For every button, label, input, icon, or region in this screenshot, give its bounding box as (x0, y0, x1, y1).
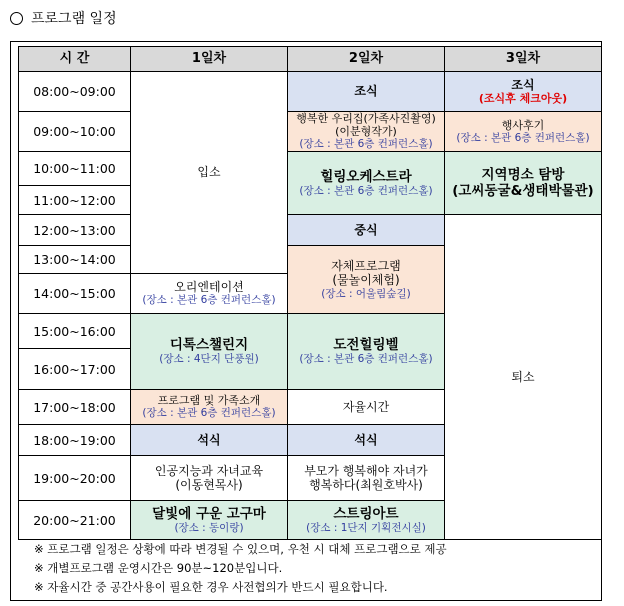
moon-location: (장소 : 동이랑) (174, 521, 244, 534)
time-slot: 16:00~17:00 (18, 348, 131, 390)
time-slot: 12:00~13:00 (18, 214, 131, 246)
self-program-location: (장소 : 어울림숲길) (321, 287, 411, 300)
day2-lunch: 중식 (287, 214, 445, 246)
photo-location: (장소 : 본관 6층 컨퍼런스홀) (299, 138, 433, 151)
photo-artist: (이분형작가) (335, 125, 397, 139)
time-slot: 13:00~14:00 (18, 245, 131, 274)
time-slot: 10:00~11:00 (18, 151, 131, 186)
day1-family-intro (130, 389, 288, 425)
challenge-title: 도전힐링벨 (333, 337, 399, 354)
day1-detox-challenge (130, 313, 288, 390)
day3-event-review (444, 111, 602, 152)
family-intro-location: (장소 : 본관 6층 컨퍼런스홀) (142, 407, 276, 420)
day2-self-program (287, 245, 445, 314)
event-review-location: (장소 : 본관 6층 컨퍼런스홀) (456, 131, 590, 144)
parents-line2: 행복하다(최원호박사) (309, 478, 423, 492)
day2-string-art (287, 500, 445, 540)
detox-title: 디톡스챌린지 (169, 337, 249, 354)
time-slot: 18:00~19:00 (18, 424, 131, 456)
time-slot: 08:00~09:00 (18, 71, 131, 112)
checkout-note: (조식후 체크아웃) (478, 92, 568, 106)
time-slot: 15:00~16:00 (18, 313, 131, 349)
time-slot: 09:00~10:00 (18, 111, 131, 152)
detox-location: (장소 : 4단지 단풍원) (159, 353, 259, 366)
time-slot: 14:00~15:00 (18, 273, 131, 314)
day2-free-time: 자율시간 (287, 389, 445, 425)
day2-family-photo (287, 111, 445, 152)
self-program-title: 자체프로그램 (331, 258, 401, 273)
day1-moonlight-sweet-potato (130, 500, 288, 540)
string-art-title: 스트링아트 (333, 505, 399, 522)
ai-parenting-speaker: (이동현목사) (175, 478, 243, 492)
time-slot: 20:00~21:00 (18, 500, 131, 540)
event-review-title: 행사후기 (501, 118, 545, 132)
circle-bullet-icon (10, 12, 23, 25)
string-art-location: (장소 : 1단지 기획전시실) (306, 521, 426, 534)
header-time: 시 간 (18, 46, 131, 72)
healing-title: 힐링오케스트라 (320, 168, 412, 185)
day3-breakfast-title: 조식 (511, 77, 535, 92)
tour-title: 지역명소 탐방 (481, 166, 565, 183)
day2-breakfast: 조식 (287, 71, 445, 112)
day2-parents-lecture (287, 455, 445, 501)
parents-line1: 부모가 행복해야 자녀가 (304, 463, 428, 478)
day1-checkin: 입소 (130, 71, 288, 274)
ai-parenting-title: 인공지능과 자녀교육 (154, 463, 264, 478)
day3-local-tour (444, 151, 602, 215)
schedule-heading (10, 8, 117, 28)
day3-breakfast (444, 71, 602, 112)
tour-sub: (고씨동굴&생태박물관) (452, 183, 594, 199)
orientation-location: (장소 : 본관 6층 컨퍼런스홀) (142, 294, 276, 307)
family-intro-title: 프로그램 및 가족소개 (157, 394, 261, 408)
day2-dinner: 석식 (287, 424, 445, 456)
time-slot: 19:00~20:00 (18, 455, 131, 501)
note-1: ※ 프로그램 일정은 상황에 따라 변경될 수 있으며, 우천 시 대체 프로그램으로 제공 (34, 542, 447, 556)
heading-text: 프로그램 일정 (31, 11, 117, 27)
time-slot: 11:00~12:00 (18, 185, 131, 215)
challenge-location: (장소 : 본관 6층 컨퍼런스홀) (299, 353, 433, 366)
day1-dinner: 석식 (130, 424, 288, 456)
photo-title: 행복한 우리집(가족사진촬영) (296, 112, 436, 126)
day2-healing-orchestra (287, 151, 445, 215)
day1-ai-parenting (130, 455, 288, 501)
healing-location: (장소 : 본관 6층 컨퍼런스홀) (299, 184, 433, 197)
day2-challenge-bell (287, 313, 445, 390)
self-program-sub: (물놀이체험) (332, 273, 400, 288)
header-day1: 1일차 (130, 46, 288, 72)
note-3: ※ 자율시간 중 공간사용이 필요한 경우 사전협의가 반드시 필요합니다. (34, 580, 388, 594)
header-day3: 3일차 (444, 46, 602, 72)
day1-orientation (130, 273, 288, 314)
note-2: ※ 개별프로그램 운영시간은 90분~120분입니다. (34, 561, 283, 575)
moon-title: 달빛에 구운 고구마 (152, 505, 266, 522)
time-slot: 17:00~18:00 (18, 389, 131, 425)
day3-checkout-leave: 퇴소 (444, 214, 602, 540)
header-day2: 2일차 (287, 46, 445, 72)
orientation-title: 오리엔테이션 (174, 280, 244, 294)
